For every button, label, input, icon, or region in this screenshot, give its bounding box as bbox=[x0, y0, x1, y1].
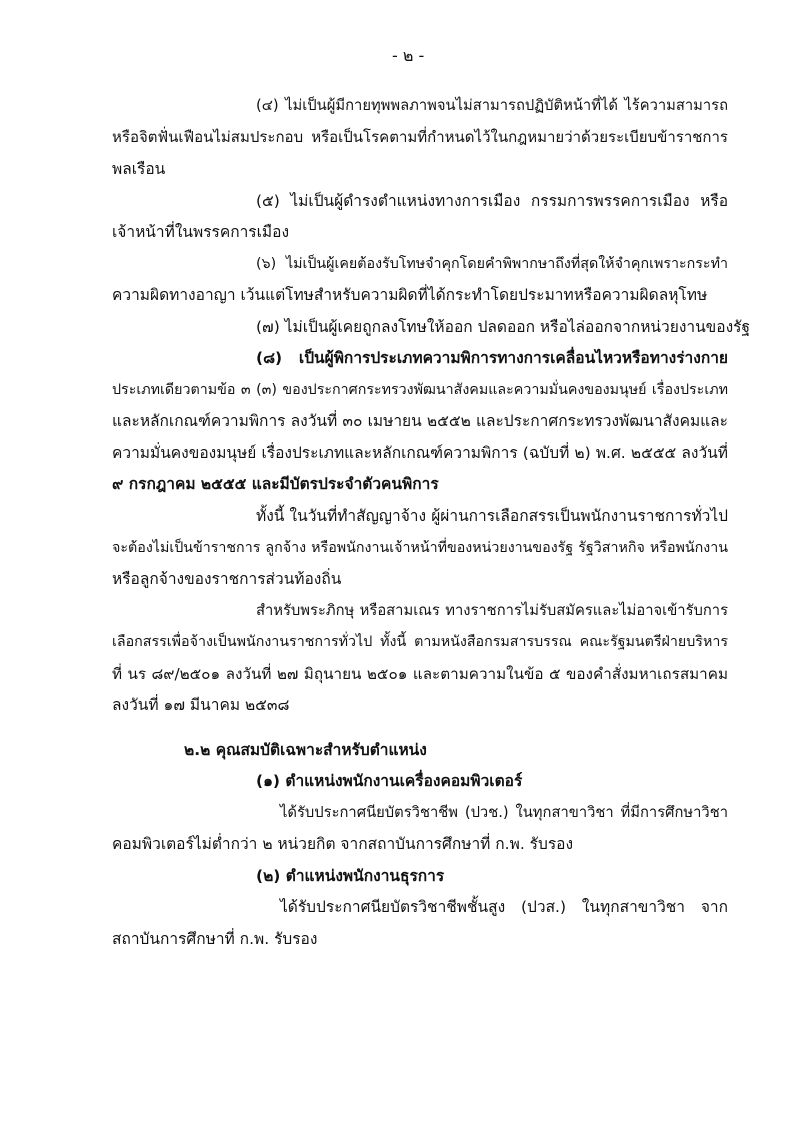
subsection-heading: (๒) ตำแหน่งพนักงานธุรการ bbox=[256, 867, 445, 885]
page-number: - ๒ - bbox=[392, 46, 425, 65]
text-line: ความผิดทางอาญา เว้นแต่โทษสำหรับความผิดที่ได้กระทำโดยประมาทหรือความผิดลหุโทษ bbox=[112, 286, 708, 304]
text-line: ๙ กรกฎาคม ๒๕๕๕ และมีบัตรประจำตัวคนพิการ bbox=[112, 475, 439, 493]
text-line: (๔) ไม่เป็นผู้มีกายทุพพลภาพจนไม่สามารถปฏิบัติหน้าที่ได้ ไร้ความสามารถ bbox=[256, 97, 728, 114]
text-line: ประเภทเดียวตามข้อ ๓ (๓) ของประกาศกระทรวงพัฒนาสังคมและความมั่นคงของมนุษย์ เรื่องประเภท bbox=[112, 382, 728, 398]
text-line: จะต้องไม่เป็นข้าราชการ ลูกจ้าง หรือพนักงานเจ้าหน้าที่ของหน่วยงานของรัฐ รัฐวิสาหกิจ หรือพนักงาน bbox=[112, 540, 728, 556]
text-line: ได้รับประกาศนียบัตรวิชาชีพชั้นสูง (ปวส.) ในทุกสาขาวิชา จาก bbox=[280, 898, 728, 916]
text-line: (๕) ไม่เป็นผู้ดำรงตำแหน่งทางการเมือง กรรมการพรรคการเมือง หรือ bbox=[256, 192, 728, 210]
text-line: พลเรือน bbox=[112, 160, 166, 178]
text-line: หรือลูกจ้างของราชการส่วนท้องถิ่น bbox=[112, 570, 342, 588]
text-line: ลงวันที่ ๑๗ มีนาคม ๒๕๓๘ bbox=[112, 696, 290, 714]
text-line: (๖) ไม่เป็นผู้เคยต้องรับโทษจำคุกโดยคำพิพากษาถึงที่สุดให้จำคุกเพราะกระทำ bbox=[256, 256, 728, 272]
text-line: (๗) ไม่เป็นผู้เคยถูกลงโทษให้ออก ปลดออก หรือไล่ออกจากหน่วยงานของรัฐ bbox=[256, 318, 751, 336]
subsection-heading: (๑) ตำแหน่งพนักงานเครื่องคอมพิวเตอร์ bbox=[256, 772, 523, 790]
text-line: (๘) เป็นผู้พิการประเภทความพิการทางการเคลื่อนไหวหรือทางร่างกาย bbox=[256, 349, 728, 367]
text-line: เลือกสรรเพื่อจ้างเป็นพนักงานราชการทั่วไป ทั้งนี้ ตามหนังสือกรมสารบรรณ คณะรัฐมนตรีฝ่ายบริหาร bbox=[112, 634, 728, 650]
text-line: ได้รับประกาศนียบัตรวิชาชีพ (ปวช.) ในทุกสาขาวิชา ที่มีการศึกษาวิชา bbox=[280, 804, 728, 821]
text-line: ความมั่นคงของมนุษย์ เรื่องประเภทและหลักเกณฑ์ความพิการ (ฉบับที่ ๒) พ.ศ. ๒๕๕๕ ลงวันที่ bbox=[112, 444, 728, 462]
text-line: สถาบันการศึกษาที่ ก.พ. รับรอง bbox=[112, 930, 318, 948]
text-line: ทั้งนี้ ในวันที่ทำสัญญาจ้าง ผู้ผ่านการเลือกสรรเป็นพนักงานราชการทั่วไป bbox=[256, 507, 728, 525]
text-line: เจ้าหน้าที่ในพรรคการเมือง bbox=[112, 223, 290, 241]
text-line: สำหรับพระภิกษุ หรือสามเณร ทางราชการไม่รับสมัครและไม่อาจเข้ารับการ bbox=[256, 602, 728, 619]
text-line: ที่ นร ๘๙/๒๕๐๑ ลงวันที่ ๒๗ มิถุนายน ๒๕๐๑ และตามความในข้อ ๕ ของคำสั่งมหาเถรสมาคม bbox=[112, 665, 728, 683]
text-line: หรือจิตฟั่นเฟือนไม่สมประกอบ หรือเป็นโรคตามที่กำหนดไว้ในกฎหมายว่าด้วยระเบียบข้าราชการ bbox=[112, 128, 728, 146]
text-line: และหลักเกณฑ์ความพิการ ลงวันที่ ๓๐ เมษายน ๒๕๕๒ และประกาศกระทรวงพัฒนาสังคมและ bbox=[112, 412, 728, 430]
text-line: คอมพิวเตอร์ไม่ต่ำกว่า ๒ หน่วยกิต จากสถาบันการศึกษาที่ ก.พ. รับรอง bbox=[112, 835, 574, 853]
section-heading: ๒.๒ คุณสมบัติเฉพาะสำหรับตำแหน่ง bbox=[184, 741, 427, 759]
